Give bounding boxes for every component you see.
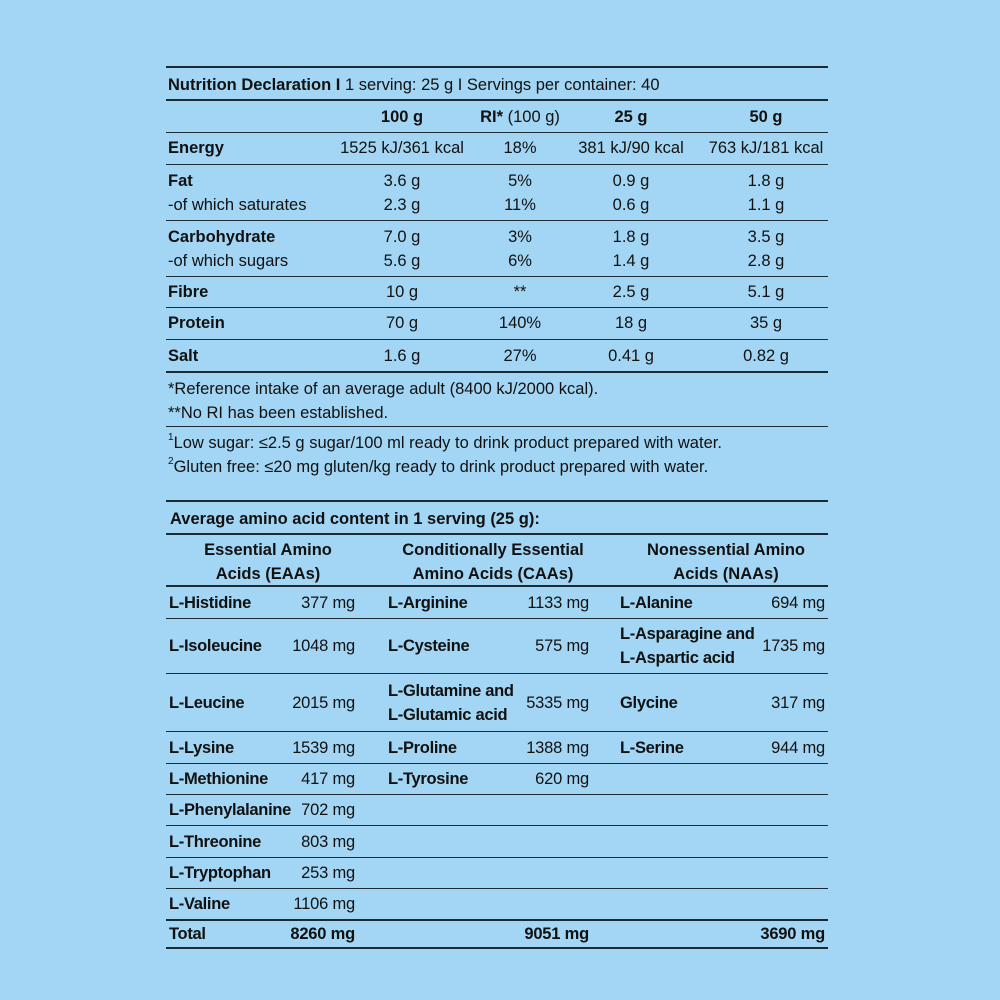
nutrition-declaration [166,66,828,486]
footnote-reference-intake: *Reference intake of an average adult (8400 kJ/2000 kcal). [168,380,599,398]
value-ri: 3% [508,228,532,246]
caa-name-line: L-Glutamine and [388,681,514,700]
amino-row [166,618,828,673]
note-gluten-free-text: Gluten free: ≤20 mg gluten/kg ready to drink product prepared with water. [173,458,709,476]
value-ri: 27% [503,347,537,365]
caa-name: L-Cysteine [388,637,470,655]
value-25g: 1.8 g [612,228,650,246]
nutrition-row-energy [166,132,828,164]
row-label: Energy [168,139,224,157]
column-header-ri [480,105,560,129]
caa-value: 620 mg [535,770,589,788]
note-low-sugar-text: Low sugar: ≤2.5 g sugar/100 ml ready to drink product prepared with water. [173,434,722,452]
eaa-name: L-Valine [169,895,230,913]
value-50g: 2.8 g [747,252,785,270]
value-25g: 0.6 g [612,196,650,214]
eaa-name: L-Leucine [169,693,245,712]
eaa-name: L-Histidine [169,593,251,612]
note-gluten-free [166,455,828,479]
value-25g: 381 kJ/90 kcal [578,139,684,157]
eaa-name: L-Methionine [169,770,269,788]
amino-row [166,825,828,857]
value-100g: 2.3 g [383,196,421,214]
total-caa: 9051 mg [524,925,589,943]
value-ri: 18% [503,139,537,157]
naa-value: 317 mg [771,693,825,712]
nutrition-title [168,73,660,97]
total-label: Total [169,925,206,943]
amino-title: Average amino acid content in 1 serving (25 g): [170,510,540,528]
nutrition-column-header-row [166,99,828,132]
amino-row [166,794,828,825]
value-50g: 5.1 g [747,283,785,301]
value-ri: 6% [508,252,532,270]
nutrition-row-fat [166,164,828,220]
column-header-100g: 100 g [380,108,424,126]
eaa-value: 377 mg [301,593,355,612]
eaa-name: L-Threonine [169,832,262,851]
row-label-sub: -of which saturates [168,196,307,214]
value-50g: 1.8 g [747,172,785,190]
nutrition-title-bold: Nutrition Declaration I [168,76,341,94]
naa-name [620,622,755,670]
eaa-name: L-Lysine [169,738,234,757]
amino-column-headers [166,533,828,585]
value-50g: 1.1 g [747,196,785,214]
value-100g: 7.0 g [383,228,421,246]
row-label: Carbohydrate [168,228,276,246]
eaa-name: L-Tryptophan [169,864,271,882]
amino-row [166,888,828,919]
nutrition-row-salt [166,339,828,371]
value-100g: 1525 kJ/361 kcal [340,139,464,157]
ri-label: RI* [480,108,504,126]
value-100g: 5.6 g [383,252,421,270]
row-label: Protein [168,314,225,332]
naa-name: L-Alanine [620,593,693,612]
header-line: Conditionally Essential [402,541,584,559]
naa-name-line: L-Asparagine and [620,625,755,643]
header-essential-amino-acids [204,538,332,586]
value-100g: 70 g [385,314,419,332]
eaa-value: 417 mg [301,770,355,788]
value-ri: 11% [504,196,536,214]
eaa-value: 702 mg [301,801,355,819]
header-line: Amino Acids (CAAs) [412,565,574,583]
naa-value: 1735 mg [762,637,825,655]
eaa-name: L-Phenylalanine [169,801,292,819]
note-low-sugar-marker: 1 [168,432,174,443]
value-100g: 10 g [385,283,419,301]
amino-row [166,731,828,763]
row-label-sub: -of which sugars [168,252,289,270]
value-100g: 3.6 g [383,172,421,190]
caa-name: L-Proline [388,738,457,757]
amino-title-row [166,500,828,533]
amino-row [166,585,828,618]
header-line: Acids (EAAs) [215,565,321,583]
caa-name [388,679,514,727]
caa-name: L-Tyrosine [388,770,469,788]
header-line: Nonessential Amino [647,541,805,559]
header-nonessential-amino-acids [647,538,805,586]
nutrition-row-fibre [166,276,828,307]
claim-notes [166,426,828,486]
eaa-value: 803 mg [301,832,355,851]
value-25g: 18 g [614,314,648,332]
value-25g: 1.4 g [612,252,650,270]
value-ri: 5% [508,172,532,190]
nutrition-row-protein [166,307,828,339]
row-label: Fat [168,172,193,190]
amino-row [166,763,828,794]
value-ri: 140% [498,314,542,332]
naa-name-line: L-Aspartic acid [620,649,735,667]
eaa-value: 253 mg [301,864,355,882]
naa-value: 694 mg [771,593,825,612]
caa-name-line: L-Glutamic acid [388,705,508,724]
value-25g: 0.41 g [608,347,654,365]
value-25g: 0.9 g [612,172,650,190]
header-conditionally-essential-amino-acids [402,538,584,586]
naa-name: Glycine [620,693,678,712]
naa-name: L-Serine [620,738,684,757]
eaa-value: 1106 mg [293,895,355,913]
nutrition-row-carbohydrate [166,220,828,276]
eaa-value: 1539 mg [292,738,355,757]
value-50g: 763 kJ/181 kcal [708,139,824,157]
caa-value: 1388 mg [526,738,589,757]
column-header-25g: 25 g [614,108,648,126]
eaa-value: 2015 mg [292,693,355,712]
amino-row [166,673,828,731]
header-line: Essential Amino [204,541,332,559]
header-line: Acids (NAAs) [673,565,779,583]
value-25g: 2.5 g [612,283,650,301]
value-50g: 0.82 g [743,347,789,365]
amino-acid-table [166,500,828,949]
total-eaa: 8260 mg [290,925,355,943]
note-gluten-free-marker: 2 [168,456,174,467]
value-ri: ** [513,283,527,301]
column-header-50g: 50 g [749,108,783,126]
nutrition-title-rest: 1 serving: 25 g I Servings per container: 40 [340,76,660,94]
amino-total-row [166,919,828,949]
naa-value: 944 mg [771,738,825,757]
row-label: Fibre [168,283,209,301]
value-50g: 35 g [749,314,783,332]
caa-name: L-Arginine [388,593,468,612]
note-low-sugar [166,431,828,455]
nutrition-title-row [166,66,828,99]
eaa-value: 1048 mg [292,637,355,655]
caa-value: 575 mg [535,637,589,655]
total-naa: 3690 mg [760,925,825,943]
footnote-no-ri: **No RI has been established. [168,404,389,422]
ri-footnotes [166,371,828,426]
amino-row [166,857,828,888]
value-50g: 3.5 g [747,228,785,246]
eaa-name: L-Isoleucine [169,637,262,655]
caa-value: 5335 mg [526,693,589,712]
row-label: Salt [168,347,199,365]
ri-unit: (100 g) [503,108,560,126]
caa-value: 1133 mg [527,593,589,612]
value-100g: 1.6 g [383,347,421,365]
